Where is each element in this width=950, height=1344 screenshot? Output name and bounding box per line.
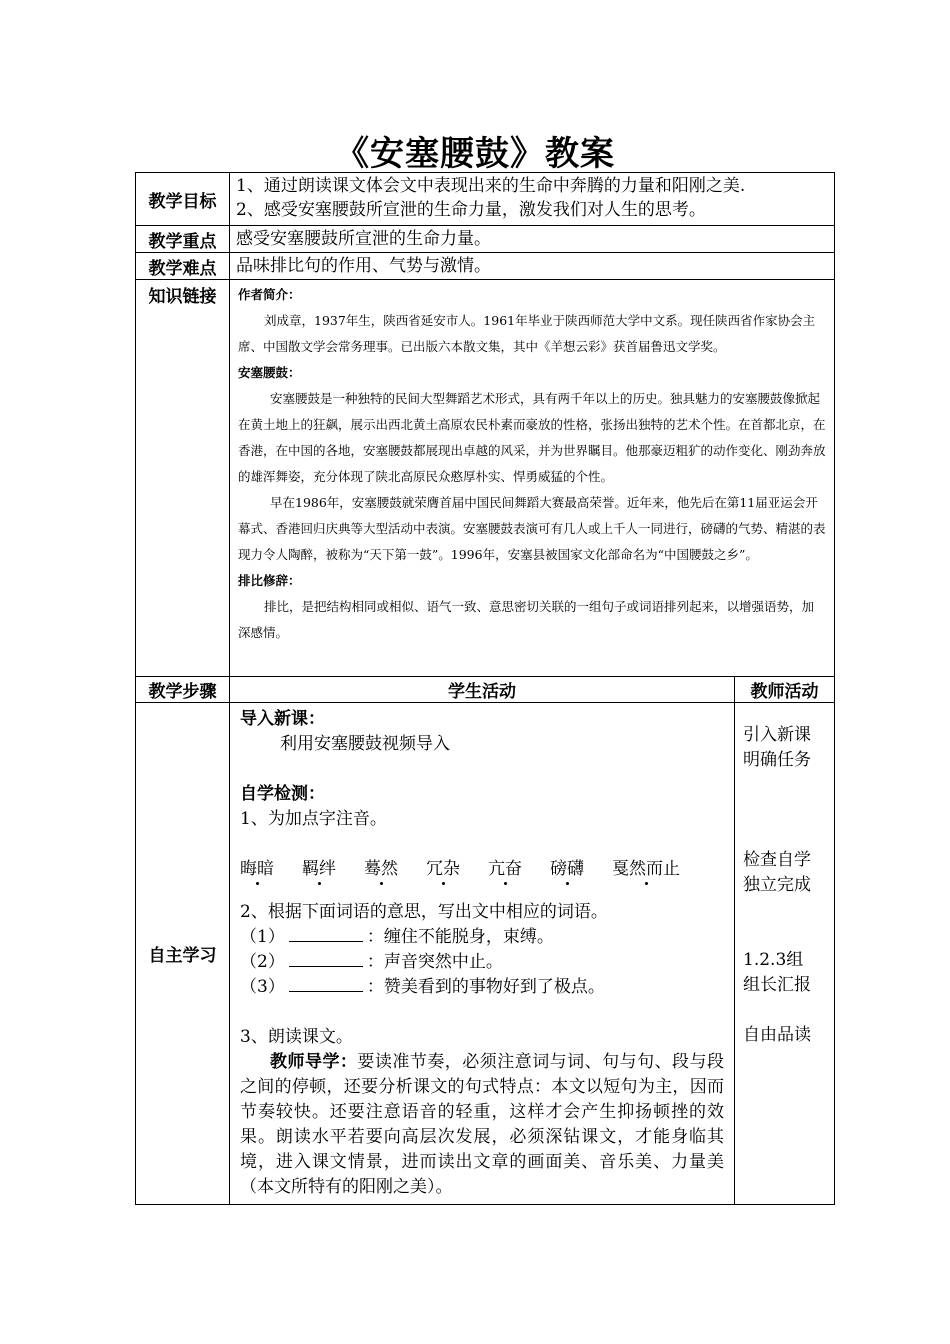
teacher-note-2b: 独立完成 <box>743 875 811 895</box>
difficulty-label: 教学难点 <box>136 253 230 280</box>
document-title: 《安塞腰鼓》教案 <box>335 134 615 174</box>
answer-blank[interactable] <box>289 975 363 992</box>
author-heading: 作者简介： <box>238 287 301 302</box>
drum-text-1: 安塞腰鼓是一种独特的民间大型舞蹈艺术形式，具有两千年以上的历史。独具魅力的安塞腰鼓像掀起在黄土地上的狂飙，展示出西北黄土高原农民朴素而豪放的性格，张扬出独特的艺术个性。在首都北京，在香港，在中国的各地，安塞腰鼓都展现出卓越的风采，并为世界瞩目。他那豪迈粗犷的动作变化、刚劲奔放的雄浑舞姿，充分体现了陕北高原民众憨厚朴实、悍勇威猛的个性。 <box>238 391 826 484</box>
knowledge-content <box>230 280 835 677</box>
word-item: 戛然而止 <box>612 859 680 879</box>
drum-text-2: 早在1986年，安塞腰鼓就荣膺首届中国民间舞蹈大赛最高荣誉。近年来，他先后在第11届亚运会开幕式、香港回归庆典等大型活动中表演。安塞腰鼓表演可有几人或上千人一同进行，磅礴的气势、精湛的表现力令人陶醉，被称为“天下第一鼓”。1996年，安塞县被国家文化部命名为“中国腰鼓之乡”。 <box>238 495 826 562</box>
question-1: 1、为加点字注音。 <box>240 809 387 829</box>
drum-heading: 安塞腰鼓： <box>238 365 301 380</box>
guide-label: 教师导学： <box>270 1052 358 1072</box>
parallel-heading: 排比修辞： <box>238 573 301 588</box>
teacher-activity <box>735 703 835 1205</box>
student-activity <box>230 703 735 1205</box>
intro-text: 利用安塞腰鼓视频导入 <box>280 734 450 754</box>
word-item: 晦暗 <box>240 859 274 879</box>
teacher-note-2a: 检查自学 <box>743 850 811 870</box>
focus-label: 教学重点 <box>136 226 230 253</box>
goal-line-2: 2、感受安塞腰鼓所宣泄的生命力量，激发我们对人生的思考。 <box>236 200 706 220</box>
difficulty-text: 品味排比句的作用、气势与激情。 <box>230 253 835 280</box>
focus-text: 感受安塞腰鼓所宣泄的生命力量。 <box>230 226 835 253</box>
guide-text: 要读准节奏，必须注意词与词、句与句、段与段之间的停顿，还要分析课文的句式特点：本文以短句为主，因而节奏较快。还要注意语音的轻重，这样才会产生抑扬顿挫的效果。朗读水平若要向高层次发展，必须深钻课文，才能身临其境，进入课文情景，进而读出文章的画面美、音乐美、力量美（本文所特有的阳刚之美）。 <box>240 1052 725 1197</box>
check-heading: 自学检测： <box>240 784 325 804</box>
fill-item-3: （3） ：赞美看到的事物好到了极点。 <box>240 977 605 997</box>
header-step: 教学步骤 <box>136 677 230 703</box>
word-item: 磅礴 <box>550 859 584 879</box>
author-text: 刘成章，1937年生，陕西省延安市人。1961年毕业于陕西师范大学中文系。现任陕西省作家协会主席、中国散文学会常务理事。已出版六本散文集，其中《羊想云彩》获首届鲁迅文学奖。 <box>238 313 816 354</box>
word-item: 冗杂 <box>426 859 460 879</box>
self-study-row <box>136 703 835 1205</box>
pinyin-words <box>240 857 724 882</box>
parallel-text: 排比，是把结构相同或相似、语气一致、意思密切关联的一组句子或词语排列起来，以增强语势，加深感情。 <box>238 599 815 640</box>
fill-item-1: （1） ：缠住不能脱身，束缚。 <box>240 927 554 947</box>
word-item: 亢奋 <box>488 859 522 879</box>
goal-line-1: 1、通过朗读课文体会文中表现出来的生命中奔腾的力量和阳刚之美. <box>236 176 746 196</box>
steps-header-row <box>136 677 835 703</box>
header-student: 学生活动 <box>230 677 735 703</box>
question-2: 2、根据下面词语的意思，写出文中相应的词语。 <box>240 902 608 922</box>
knowledge-row <box>136 280 835 677</box>
teacher-note-3a: 1.2.3组 <box>743 950 804 970</box>
fill-item-2: （2） ：声音突然中止。 <box>240 952 503 972</box>
header-teacher: 教师活动 <box>735 677 835 703</box>
goals-label: 教学目标 <box>136 173 230 226</box>
answer-blank[interactable] <box>289 925 363 942</box>
focus-row <box>136 226 835 253</box>
answer-blank[interactable] <box>289 950 363 967</box>
question-3: 3、朗读课文。 <box>240 1027 353 1047</box>
teacher-note-1a: 引入新课 <box>743 725 811 745</box>
lesson-plan-table <box>135 172 835 1205</box>
word-item: 蓦然 <box>364 859 398 879</box>
teacher-note-4: 自由品读 <box>743 1025 811 1045</box>
goals-content <box>230 173 835 226</box>
teacher-note-1b: 明确任务 <box>743 750 811 770</box>
knowledge-label: 知识链接 <box>136 280 230 677</box>
word-item: 羁绊 <box>302 859 336 879</box>
intro-heading: 导入新课： <box>240 709 325 729</box>
teacher-note-3b: 组长汇报 <box>743 975 811 995</box>
difficulty-row <box>136 253 835 280</box>
self-study-label: 自主学习 <box>136 703 230 1205</box>
teacher-guide <box>240 1050 724 1200</box>
goals-row <box>136 173 835 226</box>
